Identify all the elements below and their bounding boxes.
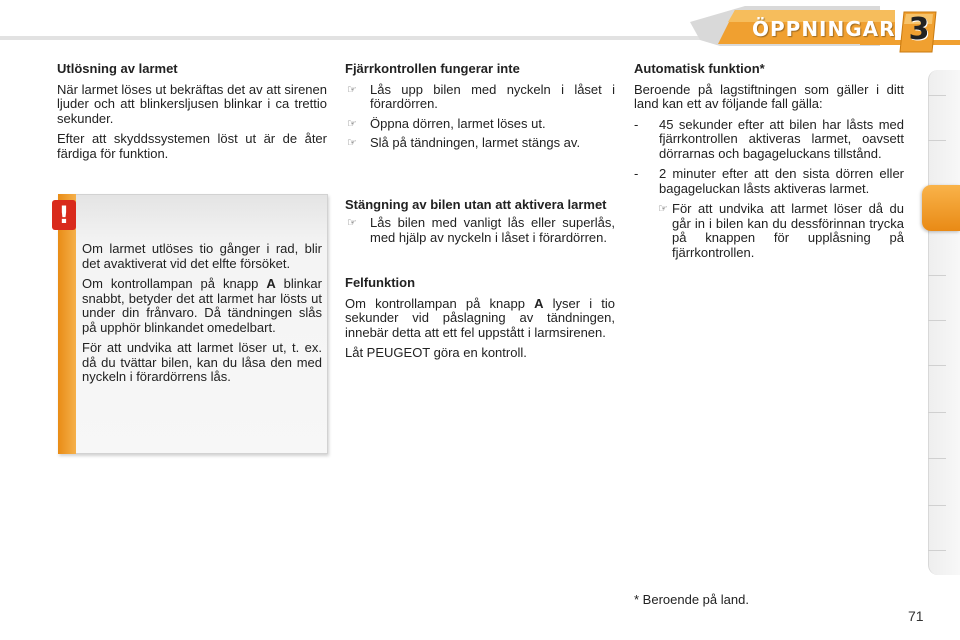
warning-exclamation-icon: !: [52, 200, 76, 230]
chapter-number: 3: [908, 12, 930, 47]
list-item: ☞ Lås bilen med vanligt lås eller superlås, med hjälp av nyckeln i låset i förardörren.: [347, 215, 615, 245]
page-number: 71: [908, 608, 924, 624]
warning-paragraph: Om kontrollampan på knapp A blinkar snabbt, betyder det att larmet har lösts ut under din frånvaro. Då tändningen slås på upphör blinkandet omedelbart.: [82, 276, 322, 335]
tab-divider: [928, 320, 946, 321]
section-heading-lock-without-alarm: Stängning av bilen utan att aktivera larmet: [345, 196, 607, 212]
footnote: * Beroende på land.: [634, 592, 749, 607]
list-item: ☞ Slå på tändningen, larmet stängs av.: [347, 135, 581, 150]
tab-divider: [928, 365, 946, 366]
warning-paragraph: För att undvika att larmet löser ut, t. ex. då du tvättar bilen, kan du låsa den med nyckeln i förardörrens lås.: [82, 340, 322, 384]
list-item: - 2 minuter efter att den sista dörren eller bagageluckan låsts aktiveras larmet.: [634, 166, 904, 196]
pointing-hand-icon: ☞: [347, 137, 357, 149]
column-middle: [345, 62, 615, 367]
tab-divider: [928, 550, 946, 551]
chapter-tab-rail: [928, 70, 960, 575]
tab-divider: [928, 140, 946, 141]
section-heading-alarm-trigger: Utlösning av larmet: [57, 61, 178, 76]
key-label: A: [534, 295, 544, 311]
list-item: - 45 sekunder efter att bilen har låsts med fjärrkontrollen aktiveras larmet, oavsett dörrarnas och bagageluckans tillstånd.: [634, 116, 904, 161]
chapter-tab-active: [922, 185, 960, 231]
list-item: ☞ Lås upp bilen med nyckeln i låset i förardörren.: [347, 81, 615, 111]
pointing-hand-icon: ☞: [347, 83, 357, 96]
tab-divider: [928, 458, 946, 459]
tab-divider: [928, 95, 946, 96]
list-item: ☞ Öppna dörren, larmet löses ut.: [347, 115, 546, 131]
section-heading-automatic: Automatisk funktion*: [634, 61, 765, 76]
paragraph: Om kontrollampan på knapp A lyser i tio sekunder vid påslagning av tändningen, innebär detta att ett fel uppstått i larmsirenen.: [345, 295, 615, 340]
pointing-hand-icon: ☞: [347, 217, 357, 229]
warning-strip: [58, 194, 76, 454]
tab-divider: [928, 505, 946, 506]
paragraph: När larmet löses ut bekräftas det av att sirenen ljuder och att blinkersljusen blinkar i ca trettio sekunder.: [57, 81, 327, 126]
column-left: [57, 62, 327, 167]
paragraph: Låt PEUGEOT göra en kontroll.: [345, 345, 527, 360]
paragraph: Efter att skyddssystemen löst ut är de åter färdiga för funktion.: [57, 131, 327, 161]
pointing-hand-icon: ☞: [658, 203, 668, 215]
warning-text: [82, 242, 322, 391]
section-heading-malfunction: Felfunktion: [345, 275, 416, 290]
tab-divider: [928, 275, 946, 276]
chapter-title: ÖPPNINGAR: [752, 17, 896, 41]
column-right: [634, 62, 904, 266]
paragraph: Beroende på lagstiftningen som gäller i ditt land kan ett av följande fall gälla:: [634, 81, 904, 111]
tab-divider: [928, 412, 946, 413]
section-heading-remote-fails: Fjärrkontrollen fungerar inte: [345, 61, 520, 76]
key-label: A: [266, 276, 276, 291]
pointing-hand-icon: ☞: [347, 117, 357, 130]
warning-paragraph: Om larmet utlöses tio gånger i rad, blir det avaktiverat vid det elfte försöket.: [82, 241, 322, 271]
list-item: ☞ För att undvika att larmet löser då du går in i bilen kan du dessförinnan trycka på knappen för upplåsning på fjärrkontrollen.: [658, 201, 904, 260]
